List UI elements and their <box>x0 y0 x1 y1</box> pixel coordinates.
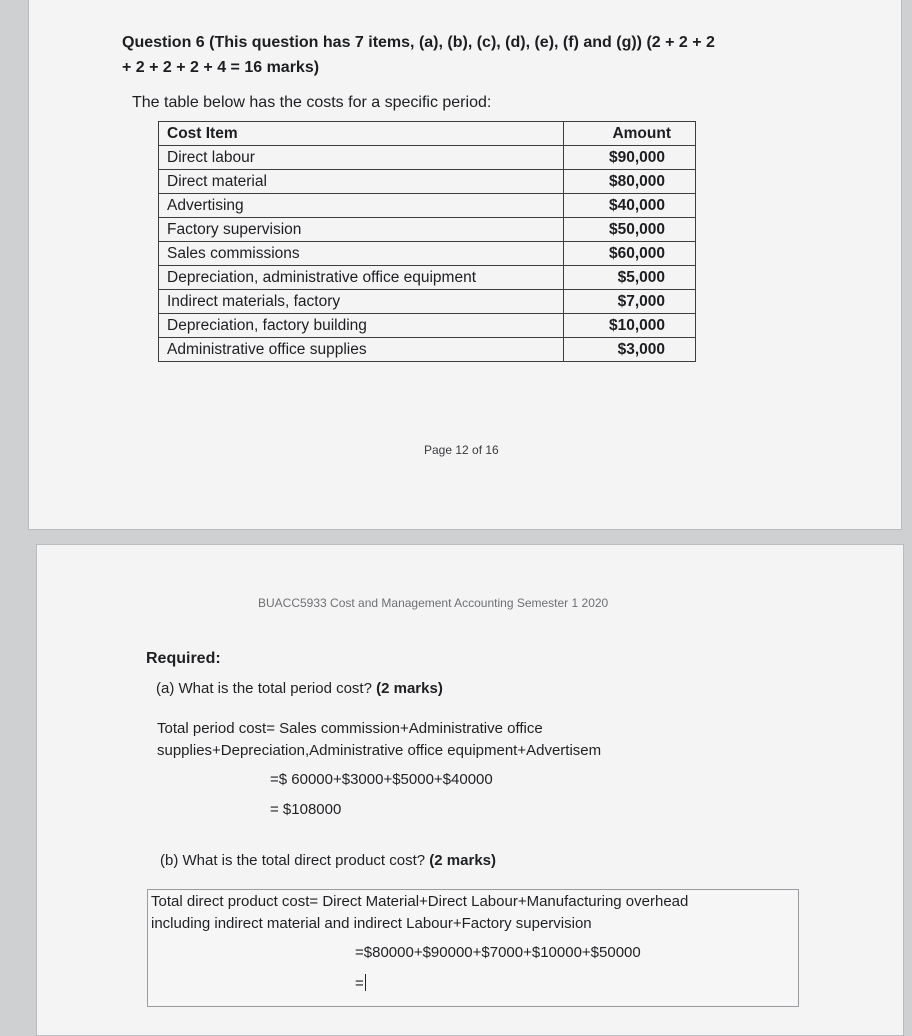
cost-table <box>158 121 696 362</box>
amount-cell: $90,000 <box>564 146 696 170</box>
part-a-answer-line1: Total period cost= Sales commission+Administrative office <box>157 720 543 737</box>
table-intro: The table below has the costs for a specific period: <box>132 94 492 111</box>
cost-item-cell: Direct material <box>159 170 564 194</box>
amount-cell: $50,000 <box>564 218 696 242</box>
question-title-line1: Question 6 (This question has 7 items, (a), (b), (c), (d), (e), (f) and (g)) (2 + 2 + 2 <box>122 34 715 51</box>
question-title <box>122 30 822 80</box>
table-header-row <box>159 122 696 146</box>
table-row <box>159 290 696 314</box>
required-heading: Required: <box>146 650 221 667</box>
amount-cell: $10,000 <box>564 314 696 338</box>
table-row <box>159 314 696 338</box>
cost-item-cell: Depreciation, factory building <box>159 314 564 338</box>
cost-item-cell: Sales commissions <box>159 242 564 266</box>
part-b-question-text: (b) What is the total direct product cost? <box>160 852 426 869</box>
amount-cell: $80,000 <box>564 170 696 194</box>
part-b-cursor-line[interactable] <box>355 974 366 992</box>
cost-item-cell: Administrative office supplies <box>159 338 564 362</box>
cost-item-cell: Direct labour <box>159 146 564 170</box>
amount-cell: $7,000 <box>564 290 696 314</box>
amount-cell: $40,000 <box>564 194 696 218</box>
table-row <box>159 146 696 170</box>
question-title-line2: + 2 + 2 + 2 + 4 = 16 marks) <box>122 59 320 76</box>
part-b-answer-line1: Total direct product cost= Direct Material+Direct Labour+Manufacturing overhead <box>151 893 689 910</box>
part-b-answer <box>151 891 791 935</box>
part-a-answer-line2: supplies+Depreciation,Administrative office equipment+Advertisem <box>157 742 602 759</box>
cost-item-cell: Advertising <box>159 194 564 218</box>
part-a-question-text: (a) What is the total period cost? <box>156 680 372 697</box>
part-a-calculation: =$ 60000+$3000+$5000+$40000 <box>270 771 493 788</box>
part-a-marks: (2 marks) <box>376 680 443 697</box>
part-b-answer-box[interactable] <box>147 889 799 1007</box>
part-b-cursor-text: = <box>355 975 364 992</box>
cost-item-cell: Depreciation, administrative office equipment <box>159 266 564 290</box>
header-amount: Amount <box>564 122 696 146</box>
table-row <box>159 170 696 194</box>
part-a-question <box>156 680 443 697</box>
cost-item-cell: Factory supervision <box>159 218 564 242</box>
part-b-answer-line2: including indirect material and indirect Labour+Factory supervision <box>151 915 592 932</box>
amount-cell: $60,000 <box>564 242 696 266</box>
part-b-calculation: =$80000+$90000+$7000+$10000+$50000 <box>355 944 641 961</box>
part-b-question <box>160 852 496 869</box>
table-row <box>159 242 696 266</box>
table-row <box>159 338 696 362</box>
course-header: BUACC5933 Cost and Management Accounting Semester 1 2020 <box>258 596 609 610</box>
table-row <box>159 218 696 242</box>
part-b-marks: (2 marks) <box>429 852 496 869</box>
amount-cell: $5,000 <box>564 266 696 290</box>
page-number: Page 12 of 16 <box>424 443 499 457</box>
header-cost-item: Cost Item <box>159 122 564 146</box>
part-a-answer <box>157 718 717 762</box>
part-a-result: = $108000 <box>270 801 342 818</box>
cost-item-cell: Indirect materials, factory <box>159 290 564 314</box>
text-cursor <box>365 974 366 991</box>
table-row <box>159 194 696 218</box>
amount-cell: $3,000 <box>564 338 696 362</box>
table-row <box>159 266 696 290</box>
